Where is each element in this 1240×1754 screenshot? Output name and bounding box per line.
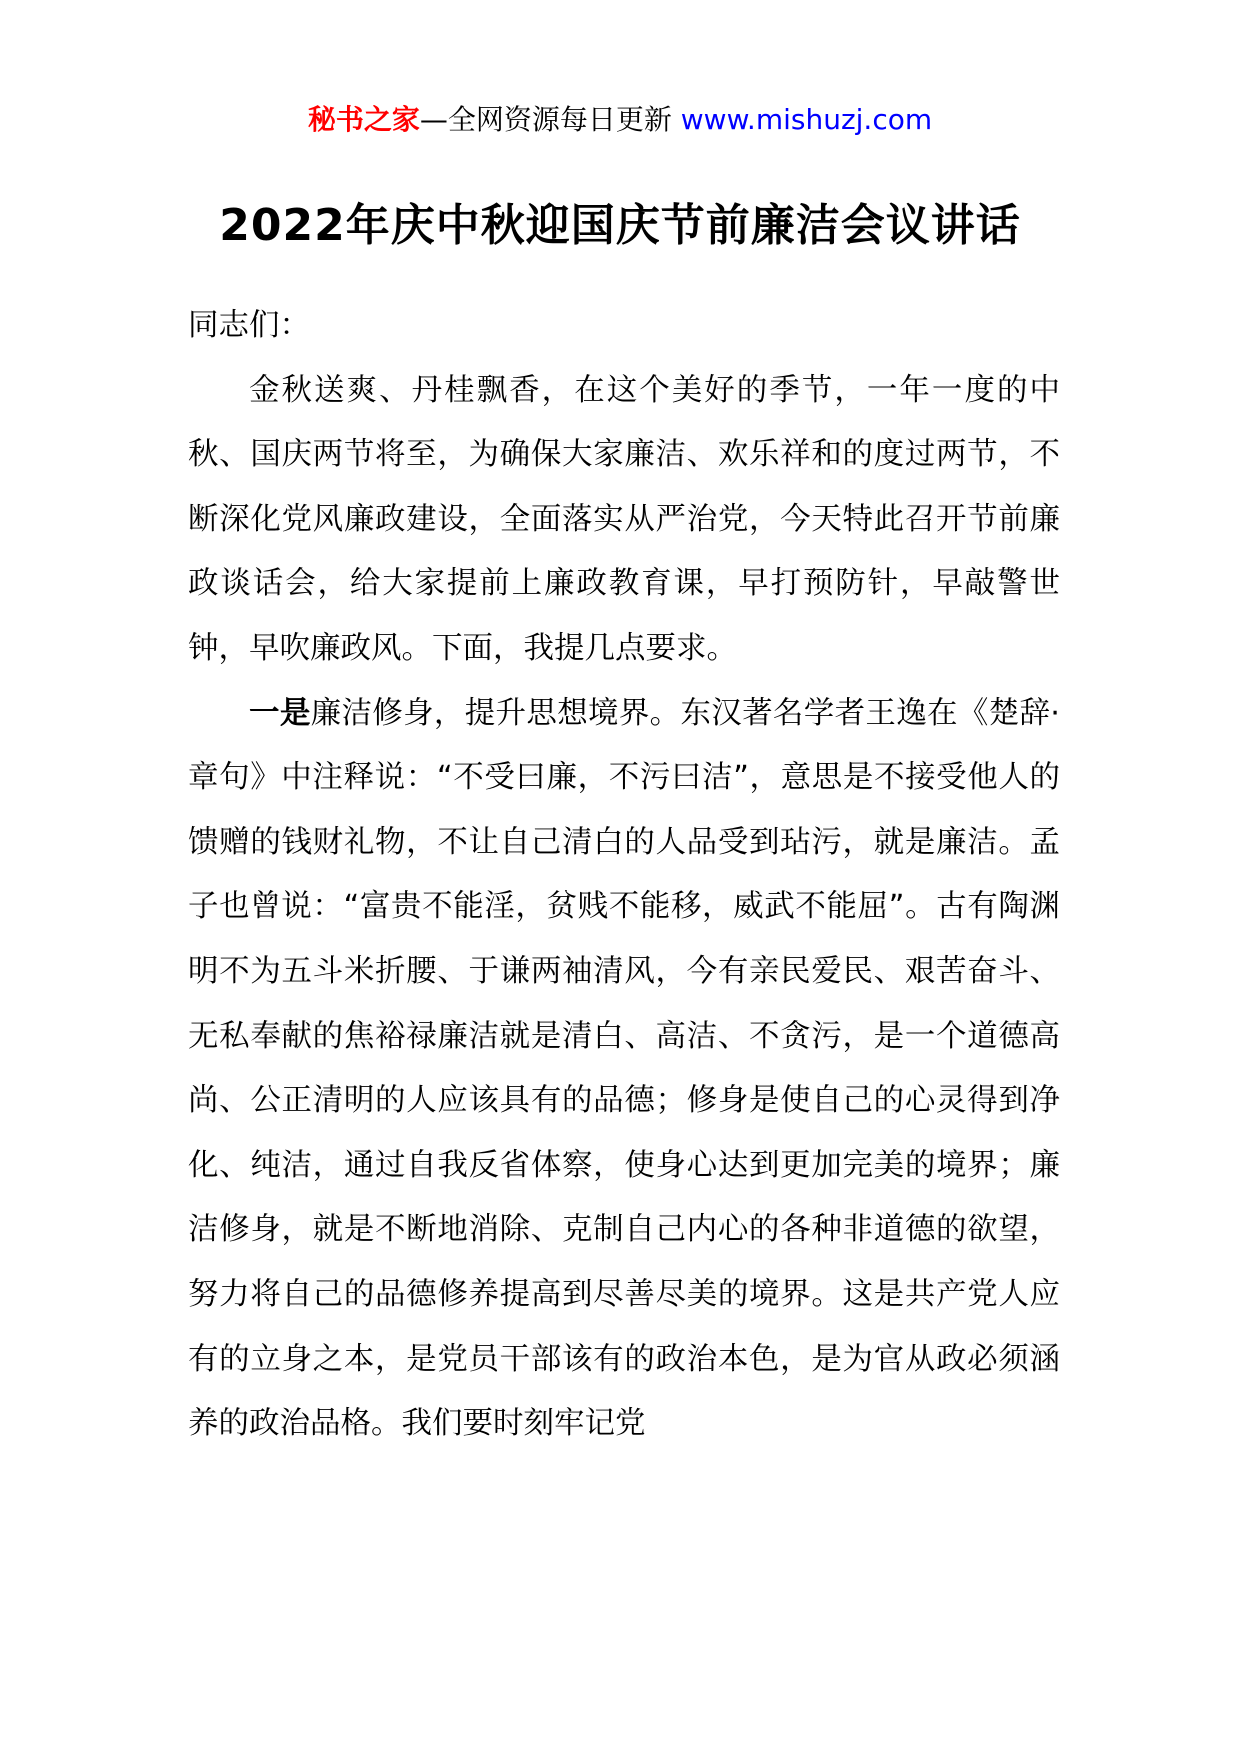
salutation: 同志们：: [188, 308, 310, 343]
document-title: 2022年庆中秋迎国庆节前廉洁会议讲话: [219, 200, 1021, 251]
paragraph-point-one: [188, 682, 1060, 1457]
site-tagline: —全网资源每日更新: [419, 103, 681, 136]
paragraph-lead: 一是: [249, 695, 311, 731]
site-brand: 秘书之家: [307, 103, 420, 136]
paragraph-intro: [188, 359, 1060, 682]
site-url-link[interactable]: www.mishuzj.com: [680, 103, 933, 136]
document-body: [188, 294, 1060, 1457]
paragraph-text: 廉洁修身，提升思想境界。东汉著名学者王逸在《楚辞·章句》中注释说：“不受曰廉，不污曰洁”，意思是不接受他人的馈赠的钱财礼物，不让自己清白的人品受到玷污，就是廉洁。孟子也曾说：“富贵不能淫，贫贱不能移，威武不能屈”。古有陶渊明不为五斗米折腰、于谦两袖清风，今有亲民爱民、艰苦奋斗、无私奉献的焦裕禄廉洁就是清白、高洁、不贪污，是一个道德高尚、公正清明的人应该具有的品德；修身是使自己的心灵得到净化、纯洁，通过自我反省体察，使身心达到更加完美的境界；廉洁修身，就是不断地消除、克制自己内心的各种非道德的欲望，努力将自己的品德修养提高到尽善尽美的境界。这是共产党人应有的立身之本，是党员干部该有的政治本色，是为官从政必须涵养的政治品格。我们要时刻牢记党: [188, 695, 1060, 1442]
site-header: [0, 100, 1240, 140]
paragraph-text: 金秋送爽、丹桂飘香，在这个美好的季节，一年一度的中秋、国庆两节将至，为确保大家廉洁、欢乐祥和的度过两节，不断深化党风廉政建设，全面落实从严治党，今天特此召开节前廉政谈话会，给大家提前上廉政教育课，早打预防针，早敲警世钟，早吹廉政风。下面，我提几点要求。: [188, 372, 1060, 666]
